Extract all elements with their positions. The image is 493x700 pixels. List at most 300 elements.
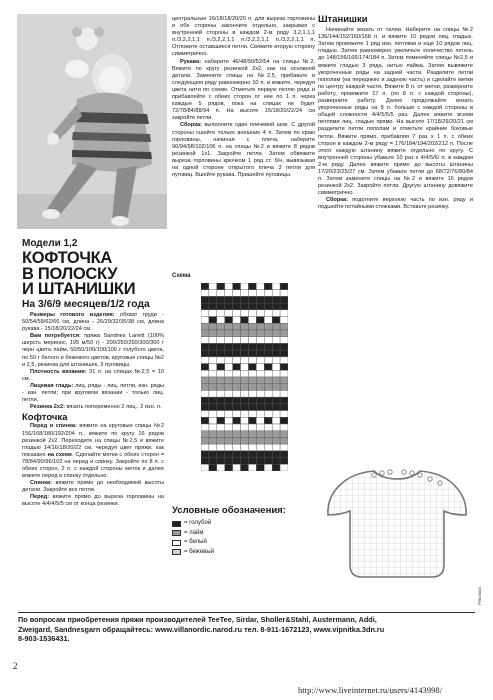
para-sleeves: Рукава: наберите 46/48/50/52/54 на спицы №2. Вяжите по кругу резинкой 2х2, как на основной детали. Замените спицы на №2,5, прибавьте в следующем ряду равномерно 10 п. и вяжите, чередуя цвета нити по схеме. Отметьте первую петлю ряда и прибавляйте с обеих сторон от нее по 1 п. через каждые 5 рядов, пока на спицах не будет 72/78/84/88/94 п. На высоте 15/18/20/22/24 см закройте петли. [172,58,315,122]
para-stockinette: Лицевая гладь: лиц. ряды - лиц. петли, изн. ряды - изн. петли; при круговом вязании - только лиц. петли. [22,382,164,404]
chart-cell [233,451,241,458]
chart-cell [248,464,256,471]
chart-cell [280,377,288,384]
chart-cell [201,431,209,438]
chart-cell [209,296,217,303]
chart-cell [280,431,288,438]
chart-cell [201,290,209,297]
chart-cell [201,384,209,391]
chart-cell [272,451,280,458]
chart-cell [264,444,272,451]
chart-cell [225,317,233,324]
chart-cell [217,437,225,444]
chart-cell [241,451,249,458]
chart-cell [209,404,217,411]
chart-cell [280,370,288,377]
chart-cell [217,397,225,404]
chart-cell [272,310,280,317]
title-line-2: В ПОЛОСКУ [22,264,118,283]
legend [172,519,214,557]
chart-cell [264,464,272,471]
chart-cell [280,458,288,465]
legend-item: = бежевый [172,548,214,558]
chart-cell [248,357,256,364]
chart-cell [272,464,280,471]
chart-cell [241,417,249,424]
chart-cell [256,343,264,350]
chart-cell [209,337,217,344]
chart-cell [280,424,288,431]
chart-cell [209,424,217,431]
chart-cell [264,303,272,310]
chart-cell [233,330,241,337]
chart-cell [241,411,249,418]
chart-cell [280,437,288,444]
chart-cell [241,337,249,344]
chart-cell [209,330,217,337]
chart-cell [248,296,256,303]
chart-cell [280,343,288,350]
sweater-diagram [322,465,472,585]
para-back: Спинка: вяжите прямо до необходимой высоты детали. Закройте все петли. [22,480,164,494]
chart-cell [241,464,249,471]
chart-cell [233,323,241,330]
chart-cell [256,431,264,438]
chart-cell [272,290,280,297]
chart-cell [241,317,249,324]
chart-cell [217,431,225,438]
chart-cell [217,343,225,350]
chart-cell [280,444,288,451]
chart-cell [264,290,272,297]
chart-cell [248,384,256,391]
chart-cell [256,390,264,397]
pattern-title [22,251,135,298]
chart-cell [217,377,225,384]
chart-cell [209,464,217,471]
chart-cell [233,444,241,451]
chart-cell [248,424,256,431]
chart-cell [201,337,209,344]
chart-cell [280,323,288,330]
size-heading: На 3/6/9 месяцев/1/2 года [22,299,150,310]
chart-cell [241,364,249,371]
chart-cell [225,404,233,411]
chart-cell [272,424,280,431]
model-number: Модели 1,2 [22,238,78,249]
chart-cell [201,364,209,371]
chart-cell [233,377,241,384]
title-line-3: И ШТАНИШКИ [22,280,136,298]
chart-cell [256,397,264,404]
chart-cell [272,404,280,411]
chart-cell [272,357,280,364]
chart-cell [225,310,233,317]
chart-cell [272,444,280,451]
chart-cell [248,404,256,411]
chart-cell [225,283,233,290]
chart-cell [217,317,225,324]
chart-cell [201,464,209,471]
chart-cell [241,437,249,444]
chart-cell [225,337,233,344]
chart-cell [264,384,272,391]
chart-cell [241,303,249,310]
chart-cell [233,283,241,290]
chart-cell [272,283,280,290]
chart-cell [264,317,272,324]
chart-cell [201,310,209,317]
chart-cell [280,384,288,391]
chart-cell [256,458,264,465]
chart-cell [225,458,233,465]
chart-cell [256,350,264,357]
chart-cell [233,458,241,465]
chart-cell [248,390,256,397]
para-gauge: Плотность вязания: 31 п. на спицах №2,5 = 10 см. [22,368,164,382]
chart-cell [209,310,217,317]
chart-cell [264,370,272,377]
chart-cell [272,337,280,344]
chart-cell [217,350,225,357]
chart-cell [272,458,280,465]
title-line-1: КОФТОЧКА [22,249,113,267]
chart-cell [280,337,288,344]
chart-cell [241,290,249,297]
chart-cell [256,290,264,297]
chart-cell [201,357,209,364]
chart-cell [225,290,233,297]
chart-cell [217,310,225,317]
chart-cell [272,370,280,377]
chart-cell [264,431,272,438]
chart-cell [256,364,264,371]
chart-cell [209,390,217,397]
watermark-url: http://www.liveinternet.ru/users/4143998/ [298,685,443,695]
chart-cell [248,431,256,438]
chart-cell [201,451,209,458]
chart-cell [264,377,272,384]
chart-cell [280,451,288,458]
chart-cell [209,283,217,290]
chart-cell [217,464,225,471]
legend-title: Условные обозначения: [172,505,286,516]
chart-cell [272,437,280,444]
chart-cell [217,444,225,451]
chart-cell [233,290,241,297]
chart-cell [209,323,217,330]
chart-cell [280,317,288,324]
chart-cell [201,283,209,290]
chart-cell [248,370,256,377]
chart-cell [256,451,264,458]
chart-cell [209,290,217,297]
chart-cell [209,451,217,458]
chart-cell [272,323,280,330]
chart-cell [233,424,241,431]
chart-cell [201,444,209,451]
chart-cell [225,390,233,397]
chart-cell [241,397,249,404]
chart-cell [280,390,288,397]
chart-cell [272,384,280,391]
chart-cell [272,397,280,404]
chart-cell [256,337,264,344]
chart-cell [225,303,233,310]
chart-cell [217,411,225,418]
chart-cell [280,350,288,357]
chart-cell [256,424,264,431]
chart-cell [209,303,217,310]
schema-label: Схема [172,273,191,279]
chart-cell [209,411,217,418]
chart-cell [280,303,288,310]
chart-cell [241,384,249,391]
chart-cell [201,390,209,397]
chart-cell [217,296,225,303]
chart-cell [225,397,233,404]
chart-cell [201,404,209,411]
chart-cell [241,330,249,337]
chart-cell [209,444,217,451]
chart-cell [217,357,225,364]
chart-cell [201,330,209,337]
chart-cell [233,411,241,418]
chart-cell [248,337,256,344]
chart-cell [272,330,280,337]
chart-cell [209,364,217,371]
chart-cell [256,437,264,444]
chart-cell [256,411,264,418]
chart-cell [248,290,256,297]
chart-cell [280,411,288,418]
chart-cell [225,417,233,424]
chart-cell [241,357,249,364]
chart-cell [241,323,249,330]
chart-cell [256,444,264,451]
chart-cell [264,350,272,357]
stripe-chart [201,283,288,471]
chart-cell [201,370,209,377]
chart-cell [264,337,272,344]
chart-cell [241,350,249,357]
chart-cell [209,417,217,424]
left-column [22,312,164,509]
notice-line-3: 8-903-1536431. [18,634,70,644]
chart-cell [225,357,233,364]
legend-item: = белый [172,538,214,548]
chart-cell [264,296,272,303]
chart-cell [217,337,225,344]
chart-cell [248,417,256,424]
supplier-notice [18,612,475,644]
chart-cell [209,343,217,350]
para-front: Перед: вяжите прямо до выреза горловины на высоте 4/4/4/5/5 см от конца резинки. [22,494,164,508]
chart-cell [280,330,288,337]
chart-cell [217,451,225,458]
chart-cell [209,431,217,438]
chart-cell [264,390,272,397]
chart-cell [225,444,233,451]
chart-cell [264,411,272,418]
legend-swatch [172,540,181,546]
chart-cell [201,303,209,310]
chart-cell [256,303,264,310]
chart-cell [264,404,272,411]
chart-cell [280,364,288,371]
chart-cell [256,464,264,471]
chart-cell [233,390,241,397]
chart-cell [233,397,241,404]
chart-cell [217,283,225,290]
chart-cell [280,417,288,424]
notice-line-1: По вопросам приобретения пряжи производителей TeeTee, Sirdar, Sholler&Stahl, Austermann, Addi, [18,615,377,624]
chart-cell [209,437,217,444]
chart-cell [241,404,249,411]
chart-cell [217,417,225,424]
chart-cell [248,317,256,324]
chart-cell [272,343,280,350]
chart-cell [225,296,233,303]
chart-cell [233,310,241,317]
chart-cell [256,330,264,337]
chart-cell [241,343,249,350]
chart-cell [248,397,256,404]
chart-cell [209,317,217,324]
subheading-jacket: Кофточка [22,412,68,424]
chart-cell [209,458,217,465]
chart-cell [233,357,241,364]
chart-cell [233,296,241,303]
chart-cell [264,310,272,317]
chart-cell [201,296,209,303]
chart-cell [256,296,264,303]
chart-cell [256,317,264,324]
para-rib: Резинка 2х2: вязать попеременно 2 лиц., 2 изн. п. [30,404,162,411]
chart-cell [272,296,280,303]
chart-cell [256,323,264,330]
chart-cell [225,431,233,438]
chart-cell [264,343,272,350]
chart-cell [272,317,280,324]
middle-column [172,16,315,179]
chart-cell [241,283,249,290]
chart-cell [225,330,233,337]
chart-cell [225,323,233,330]
chart-cell [248,343,256,350]
chart-cell [209,357,217,364]
legend-item: = голубой [172,519,214,529]
chart-cell [217,330,225,337]
chart-cell [264,323,272,330]
chart-cell [272,350,280,357]
para-pants-assembly: Сборка: подогните верхнюю часть по изн. ряду и подшейте потайными стежками. Вставьте резинку. [318,197,473,211]
chart-cell [264,330,272,337]
chart-cell [217,390,225,397]
chart-cell [217,404,225,411]
chart-cell [264,364,272,371]
chart-cell [225,364,233,371]
para-sizes: Размеры готового изделия: обхват груди - 50/54/58/62/66 см, длина - 26/29/32/35/38 см, длина рукава - 15/18/20/22/24 см. [22,312,164,333]
chart-cell [241,444,249,451]
baby-photo [17,14,167,229]
chart-cell [233,384,241,391]
chart-cell [241,296,249,303]
chart-cell [217,364,225,371]
chart-cell [225,384,233,391]
para-neckline: центральные 16/18/18/20/20 п. для выреза горловины и обе стороны закончите отдельно, закрывая с внутренней стороны в каждом 2-м ряду 3,2,1,1,1 п./3,2,2,1,1 п./3,2,2,1,1 п./3,2,2,1,1 п./3,2,2,1,1 п. Отложите оставшиеся петли. Свяжите вторую сторону симметрично. [172,16,315,58]
chart-cell [264,417,272,424]
chart-cell [272,431,280,438]
chart-cell [217,323,225,330]
chart-cell [256,310,264,317]
chart-cell [233,364,241,371]
right-column [318,16,473,212]
chart-cell [272,377,280,384]
chart-cell [225,350,233,357]
chart-cell [280,310,288,317]
chart-cell [248,444,256,451]
chart-cell [217,424,225,431]
chart-cell [256,377,264,384]
chart-cell [248,411,256,418]
chart-cell [248,330,256,337]
chart-cell [209,377,217,384]
para-front-back: Перед и спинка: вяжите на круговые спицы №2 156/168/180/192/204 п., вяжите по кругу 16 рядов резинкой 2х2. Переходите на спицы №2,5 и вяжите гладью 14/16/18/20/22 см, чередуя цвет пряжи, как показано на схеме. Сделайте метки с обеих сторон = 78/84/90/96/102 на перед и спинку. Закройте по 8 п. с обеих сторон, 2 п. с каждой стороны меток и далее вяжите перед и спинку отдельно. [22,423,164,480]
chart-cell [248,283,256,290]
chart-cell [201,350,209,357]
chart-cell [217,370,225,377]
chart-cell [201,437,209,444]
chart-cell [280,357,288,364]
chart-cell [264,283,272,290]
chart-cell [280,283,288,290]
chart-cell [217,290,225,297]
chart-cell [241,377,249,384]
legend-swatch [172,549,181,555]
chart-cell [201,424,209,431]
subheading-pants: Штанишки [318,14,368,25]
chart-cell [233,417,241,424]
chart-cell [280,290,288,297]
chart-cell [241,424,249,431]
chart-cell [209,350,217,357]
vertical-note: Реклама [477,587,482,606]
chart-cell [209,384,217,391]
chart-cell [248,364,256,371]
chart-cell [225,343,233,350]
chart-cell [201,397,209,404]
legend-swatch [172,521,181,527]
chart-cell [272,364,280,371]
chart-cell [209,397,217,404]
chart-cell [256,417,264,424]
chart-cell [241,431,249,438]
chart-cell [217,384,225,391]
chart-cell [280,404,288,411]
chart-cell [241,458,249,465]
chart-cell [209,370,217,377]
chart-cell [201,411,209,418]
chart-cell [272,417,280,424]
chart-cell [225,464,233,471]
chart-cell [264,357,272,364]
chart-cell [280,397,288,404]
legend-swatch [172,530,181,536]
chart-cell [233,464,241,471]
chart-cell [201,317,209,324]
chart-cell [233,317,241,324]
